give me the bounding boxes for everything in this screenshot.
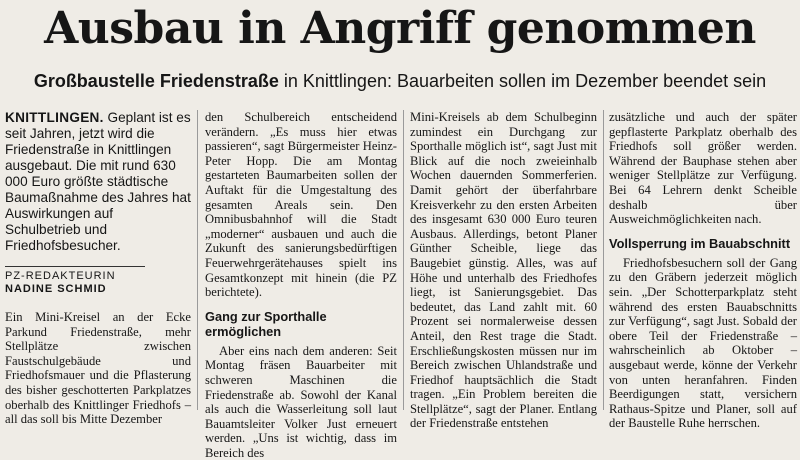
body-paragraph: Ein Mini-Kreisel an der Ecke Parkund Friedenstraße, mehr Stellplätze zwischen Faustschulgebäude und Friedhofsmauer und die Pflasterung des bisher geschotterten Parkplatzes oberhalb des Knittlinger Friedhofs – all das soll bis Mitte Dezember — [5, 310, 191, 427]
subheadline-bold: Großbaustelle Friedenstraße — [33, 71, 279, 91]
column-divider — [197, 110, 198, 410]
column-1 — [5, 110, 191, 427]
column-divider — [403, 110, 404, 410]
column-divider — [603, 110, 604, 410]
author-name: NADINE SCHMID — [5, 283, 107, 295]
dateline: KNITTLINGEN. — [5, 110, 104, 125]
subheadline-rest: in Knittlingen: Bauarbeiten sollen im Dezember beendet sein — [278, 71, 767, 91]
body-paragraph: Friedhofsbesuchern soll der Gang zu den Gräbern jederzeit möglich sein. „Der Schotterparkplatz steht während des ersten Bauabschnitts zur Verfügung“, sagt Just. Sobald der obere Teil der Friedenstraße – wahrscheinlich ab Oktober – ausgebaut werde, könne der Verkehr von unten heranfahren. Finden Beerdigungen statt, versichern Rathaus-Spitze und Planer, soll auf der Baustelle Ruhe herrschen. — [609, 255, 797, 431]
column-4 — [609, 110, 797, 431]
subheading: Vollsperrung im Bauabschnitt — [609, 235, 791, 251]
author-byline — [5, 266, 145, 296]
subheading: Gang zur Sporthalle ermöglichen — [205, 308, 327, 339]
lead-paragraph — [5, 110, 191, 254]
lead-text: Geplant ist es seit Jahren, jetzt wird die Friedenstraße in Knittlingen ausgebaut. Die mit rund 630 000 Euro größte städtische Baumaßnahme des Jahres hat Auswirkungen auf Schulbetrieb und Friedhofsbesucher. — [5, 110, 191, 253]
body-paragraph: Mini-Kreisels ab dem Schulbeginn zumindest ein Durchgang zur Sporthalle möglich ist“, sagt Just mit Blick auf die noch zweieinhalb Wochen dauernden Sommerferien. Damit gehört der überfahrbare Kreisverkehr zu den ersten Arbeiten des insgesamt 630 000 Euro teuren Ausbaus. Allerdings, betont Planer Günther Scheible, liege das Baugebiet günstig. Alles, was auf Höhe und unterhalb des Friedhofes liegt, ist Sanierungsgebiet. Das bedeutet, das Land zahlt mit. 60 Prozent sei normalerweise dessen Anteil, den Rest trage die Stadt. Erschließungskosten müssen nur im Bereich zwischen Uhlandstraße und Friedhof hauptsächlich die Stadt tragen. „Ein Problem bereiten die Stellplätze“, sagt der Planer. Entlang der Friedenstraße entstehen — [410, 110, 597, 431]
author-role: PZ-REDAKTEURIN — [5, 270, 116, 282]
subheadline — [0, 70, 800, 92]
body-paragraph: Aber eins nach dem anderen: Seit Montag fräsen Bauarbeiter mit schweren Maschinen die Friedenstraße ab. Sowohl der Kanal als auch die Wasserleitung soll laut Bauamtsleiter Volker Just erneuert werden. „Uns ist wichtig, dass im Bereich des — [205, 343, 397, 460]
column-3 — [410, 110, 597, 431]
body-paragraph: zusätzliche und auch der später gepflasterte Parkplatz oberhalb des Friedhofs soll größer werden. Während der Bauphase stehen aber weniger Stellplätze zur Verfügung. Bei 64 Lehrern denkt Scheible deshalb über Ausweichmöglichkeiten nach. — [609, 110, 797, 227]
body-paragraph: den Schulbereich entscheidend verändern. „Es muss hier etwas passieren“, sagt Bürgermeister Heinz-Peter Hopp. Die am Montag gestarteten Baumarbeiten sollen der Auftakt für die Umgestaltung des gesamten Areals sein. Den Omnibusbahnhof will die Stadt „moderner“ ausbauen und auch die Zukunft des sanierungsbedürftigen Feuerwehrgerätehauses spielt ins Gesamtkonzept mit hinein (die PZ berichtete). — [205, 110, 397, 300]
column-2 — [205, 110, 397, 460]
headline: Ausbau in Angriff genommen — [44, 3, 756, 54]
